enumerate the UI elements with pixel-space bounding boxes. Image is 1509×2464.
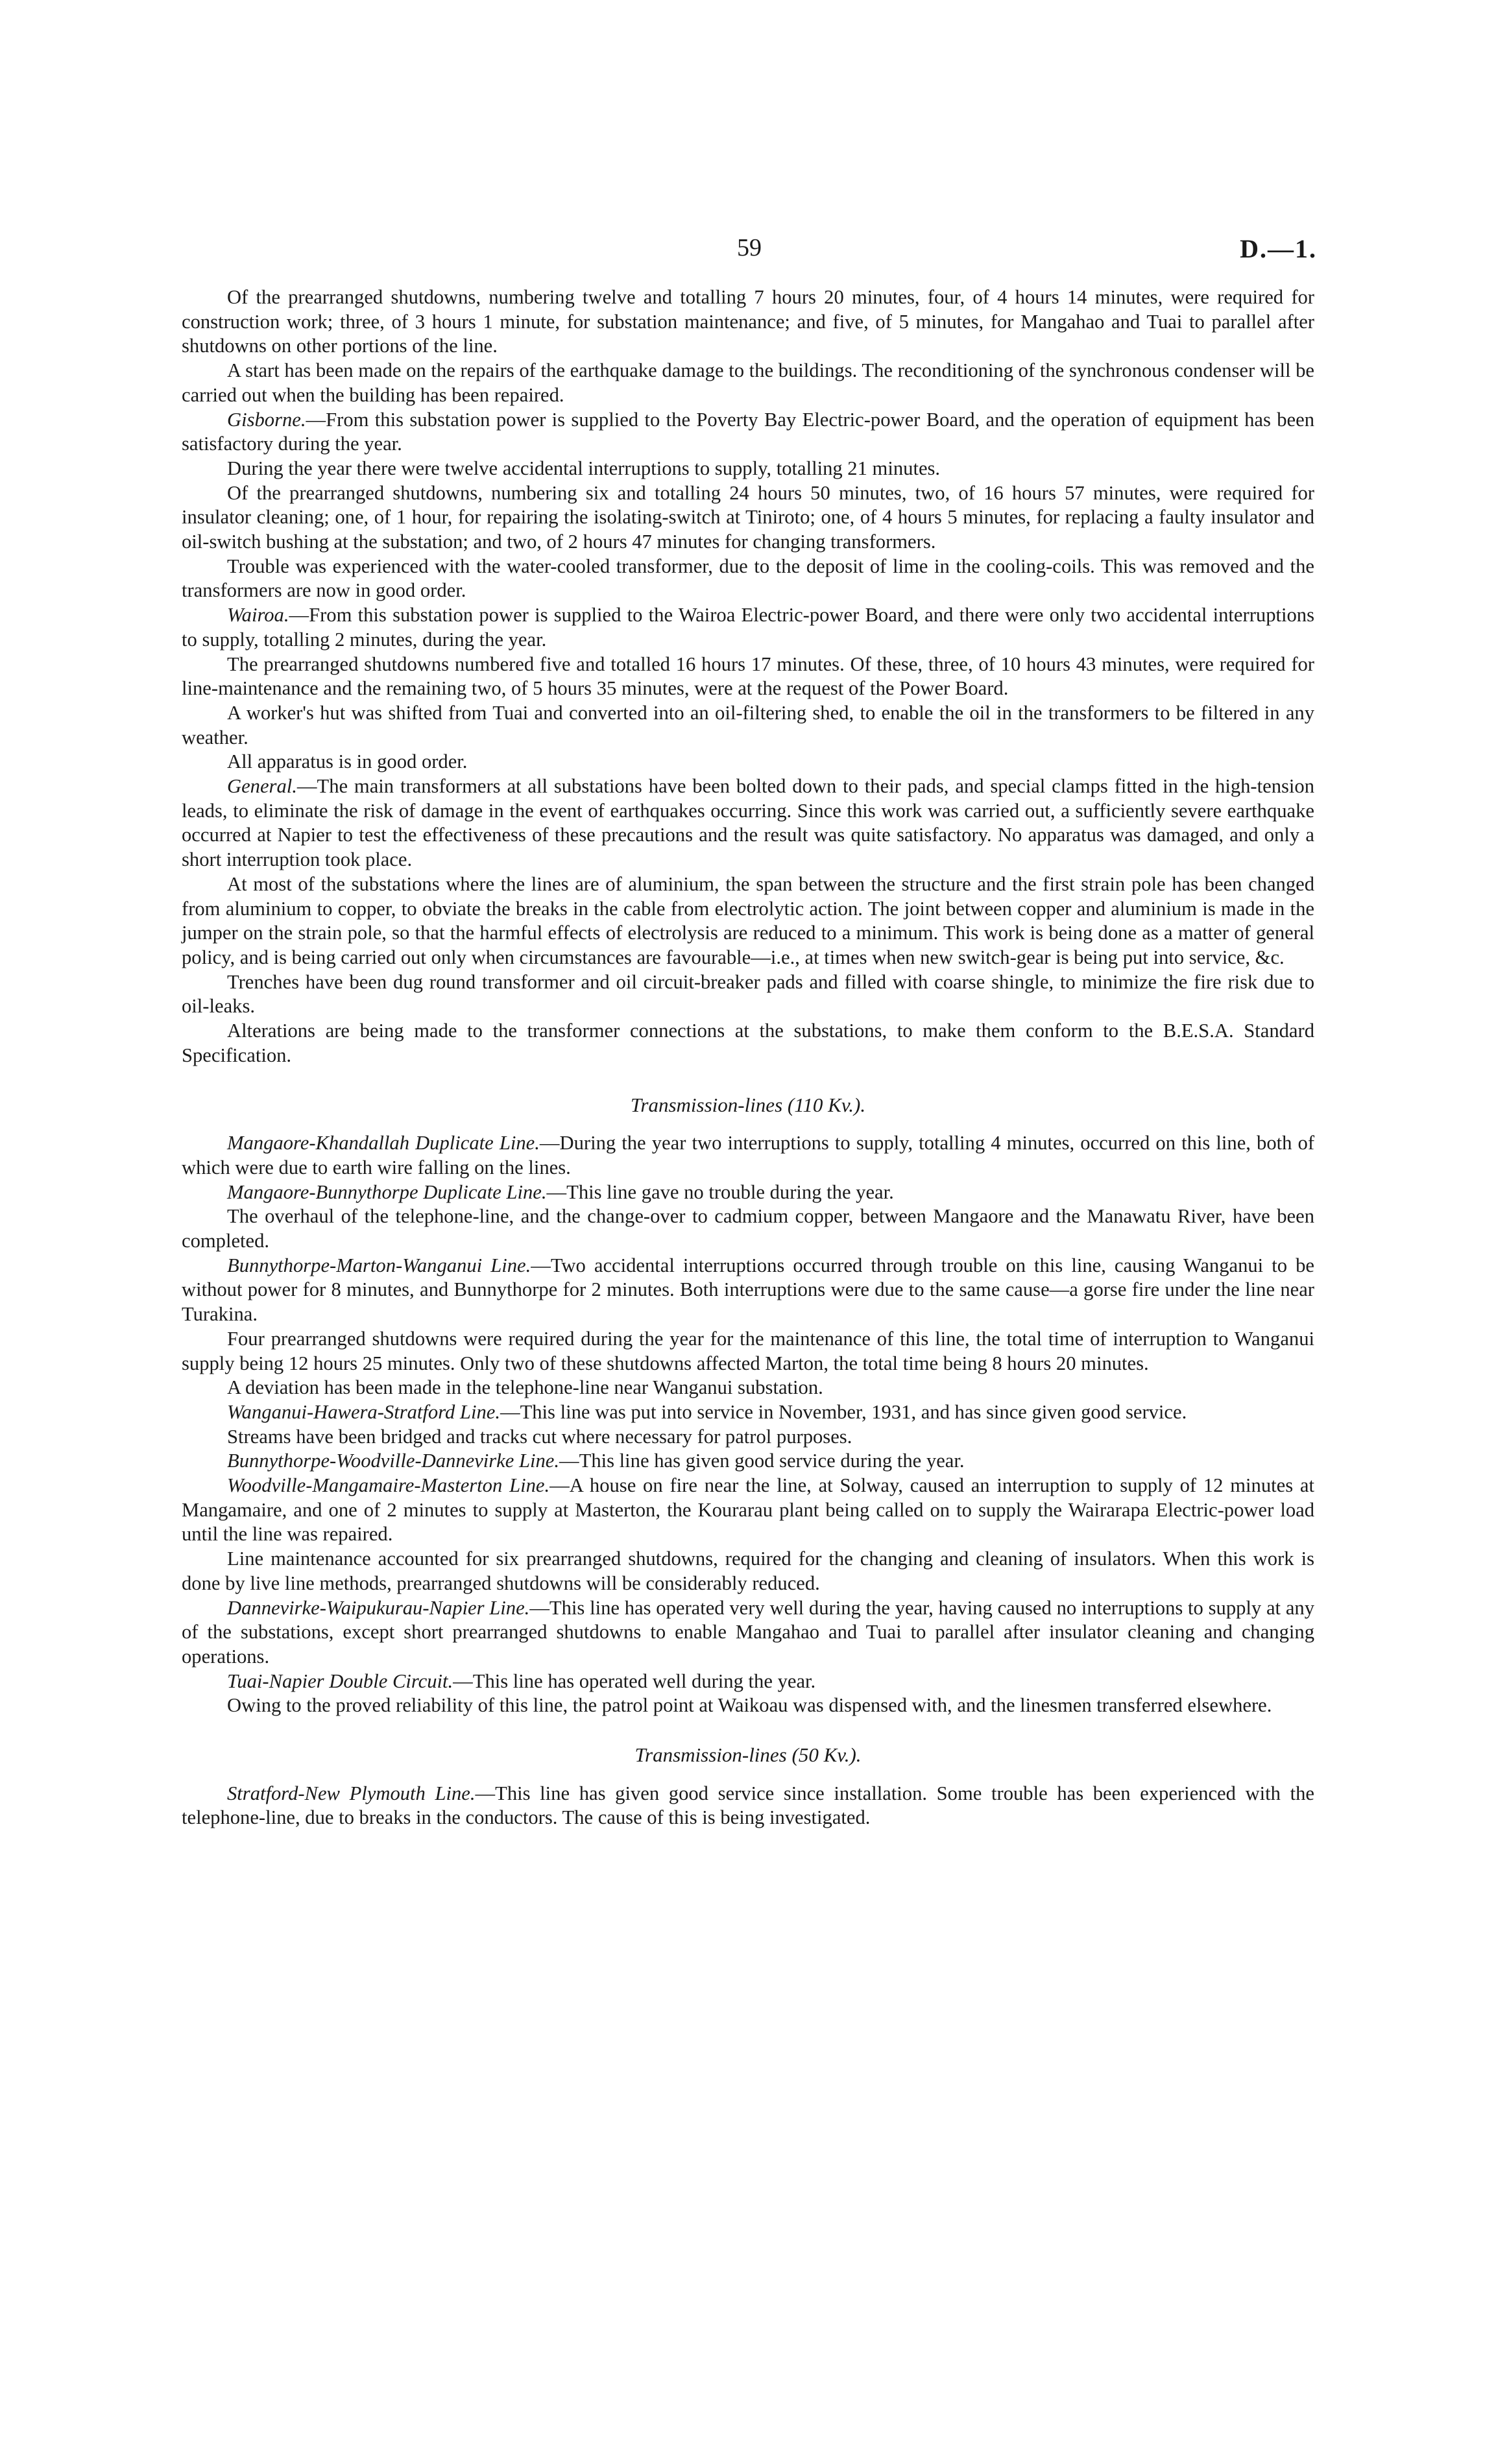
paragraph [182,872,1314,970]
paragraph-text: —Two accidental interruptions occurred through trouble on this line, causing Wanganui to be without power for 8 minutes, and Bunnythorpe for 2 minutes. Both interruptions were due to the same cause—a gorse fire under the line near Turakina. [182,1254,1314,1326]
paragraph [182,774,1314,872]
paragraph [182,359,1314,407]
paragraph [182,603,1314,652]
paragraph-text: —This line has given good service since installation. Some trouble has been experienced with the telephone-line, due to breaks in the conductors. The cause of this is being investigated. [182,1782,1314,1829]
paragraph [182,1180,1314,1205]
paragraph [182,1131,1314,1180]
paragraph [182,285,1314,359]
paragraph [182,1547,1314,1596]
paragraph-text: —A house on fire near the line, at Solway, caused an interruption to supply of 12 minutes at Mangamaire, and one of 2 minutes to supply at Masterton, the Kourarau plant being called on to supply the Wairarapa Electric-power load until the line was repaired. [182,1474,1314,1546]
paragraph [182,408,1314,457]
paragraph [182,970,1314,1019]
paragraph [182,750,1314,774]
document-reference: D.—1. [1240,234,1317,263]
paragraph-text: —This line has given good service during the year. [559,1450,965,1472]
paragraph-lead-title: Tuai-Napier Double Circuit. [227,1669,453,1692]
paragraph [182,1596,1314,1669]
paragraph [182,1425,1314,1450]
paragraph-lead-title: Mangaore-Khandallah Duplicate Line. [227,1132,540,1154]
section-heading: Transmission-lines (50 Kv.). [634,1743,862,1767]
paragraph [182,457,1314,481]
paragraph-text: Streams have been bridged and tracks cut where necessary for patrol purposes. [227,1425,852,1448]
paragraph [182,1327,1314,1376]
paragraph-text: The overhaul of the telephone-line, and the change-over to cadmium copper, between Mangaore and the Manawatu River, have been completed. [182,1205,1314,1252]
paragraph-lead-title: Woodville-Mangamaire-Masterton Line. [227,1474,550,1497]
document-body [182,285,1314,1830]
paragraph-lead-title: Wanganui-Hawera-Stratford Line. [227,1400,500,1423]
paragraph-lead-title: Bunnythorpe-Woodville-Dannevirke Line. [227,1450,560,1472]
paragraph-text: At most of the substations where the lines are of aluminium, the span between the structure and the first strain pole has been changed from aluminium to copper, to obviate the breaks in the cable from electrolytic action. The joint between copper and aluminium is made in the jumper on the strain pole, so that the harmful effects of electrolysis are reduced to a minimum. This work is being done as a matter of general policy, and is being carried out only when circumstances are favourable—i.e., at times when new switch-gear is being put into service, &c. [182,872,1314,968]
paragraph-text: —From this substation power is supplied to the Wairoa Electric-power Board, and there were only two accidental interruptions to supply, totalling 2 minutes, during the year. [182,604,1314,651]
paragraph [182,1782,1314,1830]
paragraph-text: —From this substation power is supplied to the Poverty Bay Electric-power Board, and the operation of equipment has been satisfactory during the year. [182,408,1314,455]
paragraph [182,652,1314,701]
paragraph [182,1669,1314,1694]
paragraph [182,1376,1314,1400]
paragraph-text: Owing to the proved reliability of this line, the patrol point at Waikoau was dispensed with, and the linesmen transferred elsewhere. [227,1694,1272,1717]
section-heading: Transmission-lines (110 Kv.). [630,1093,866,1116]
paragraph-lead-title: Dannevirke-Waipukurau-Napier Line. [227,1596,530,1619]
paragraph-text: A start has been made on the repairs of the earthquake damage to the buildings. The reconditioning of the synchronous condenser will be carried out when the building has been repaired. [182,359,1314,406]
page-number: 59 [737,234,762,261]
paragraph-text: Of the prearranged shutdowns, numbering six and totalling 24 hours 50 minutes, two, of 16 hours 57 minutes, were required for insulator cleaning; one, of 1 hour, for repairing the isolating-switch at Tiniroto; one, of 4 hours 5 minutes, for replacing a faulty insulator and oil-switch bushing at the substation; and two, of 2 hours 47 minutes for changing transformers. [182,481,1314,553]
paragraph [182,1449,1314,1474]
paragraph-text: During the year there were twelve accidental interruptions to supply, totalling 21 minutes. [227,457,941,479]
paragraph-text: —The main transformers at all substations have been bolted down to their pads, and special clamps fitted in the high-tension leads, to eliminate the risk of damage in the event of earthquakes occurring. Since this work was carried out, a sufficiently severe earthquake occurred at Napier to test the effectiveness of these precautions and the result was quite satisfactory. No apparatus was damaged, and only a short interruption took place. [182,775,1314,871]
paragraph-lead-title: Gisborne. [227,408,306,431]
paragraph-text: The prearranged shutdowns numbered five and totalled 16 hours 17 minutes. Of these, three, of 10 hours 43 minutes, were required for line-maintenance and the remaining two, of 5 hours 35 minutes, were at the request of the Power Board. [182,652,1314,700]
paragraph-text: Of the prearranged shutdowns, numbering twelve and totalling 7 hours 20 minutes, four, of 4 hours 14 minutes, were required for construction work; three, of 3 hours 1 minute, for substation maintenance; and five, of 5 minutes, for Mangahao and Tuai to parallel after shutdowns on other portions of the line. [182,286,1314,357]
paragraph-text: Trouble was experienced with the water-cooled transformer, due to the deposit of lime in the cooling-coils. This was removed and the transformers are now in good order. [182,555,1314,602]
paragraph [182,1254,1314,1327]
paragraph [182,481,1314,555]
paragraph [182,1474,1314,1547]
paragraph-text: All apparatus is in good order. [227,750,468,773]
paragraph [182,1693,1314,1718]
paragraph-text: —During the year two interruptions to supply, totalling 4 minutes, occurred on this line, both of which were due to earth wire falling on the lines. [182,1132,1315,1178]
paragraph [182,1019,1314,1068]
paragraph-text: —This line has operated very well during the year, having caused no interruptions to supply at any of the substations, except short prearranged shutdowns to enable Mangahao and Tuai to parallel after insulator cleaning and changing operations. [182,1596,1314,1668]
paragraph-text: Trenches have been dug round transformer and oil circuit-breaker pads and filled with coarse shingle, to minimize the fire risk due to oil-leaks. [182,970,1314,1018]
paragraph-lead-title: Stratford-New Plymouth Line. [227,1782,476,1804]
page-header [182,233,1317,272]
paragraph-lead-title: Mangaore-Bunnythorpe Duplicate Line. [227,1180,547,1203]
paragraph-text: A worker's hut was shifted from Tuai and converted into an oil-filtering shed, to enable the oil in the transformers to be filtered in any weather. [182,701,1314,748]
paragraph-text: —This line gave no trouble during the year. [546,1180,894,1203]
paragraph-lead-title: Wairoa. [227,604,289,627]
paragraph-text: Four prearranged shutdowns were required during the year for the maintenance of this line, the total time of interruption to Wanganui supply being 12 hours 25 minutes. Only two of these shutdowns affected Marton, the total time being 8 hours 20 minutes. [182,1327,1314,1374]
paragraph-lead-title: Bunnythorpe-Marton-Wanganui Line. [227,1254,531,1276]
paragraph-text: Alterations are being made to the transformer connections at the substations, to make them conform to the B.E.S.A. Standard Specification. [182,1020,1314,1066]
paragraph [182,555,1314,603]
paragraph-text: —This line was put into service in November, 1931, and has since given good service. [500,1400,1187,1423]
paragraph [182,701,1314,750]
paragraph-text: A deviation has been made in the telephone-line near Wanganui substation. [227,1376,823,1399]
paragraph-lead-title: General. [227,775,297,798]
paragraph-text: Line maintenance accounted for six prearranged shutdowns, required for the changing and cleaning of insulators. When this work is done by live line methods, prearranged shutdowns will be considerably reduced. [182,1548,1314,1594]
paragraph-text: —This line has operated well during the year. [453,1669,816,1692]
paragraph [182,1400,1314,1425]
paragraph [182,1204,1314,1253]
